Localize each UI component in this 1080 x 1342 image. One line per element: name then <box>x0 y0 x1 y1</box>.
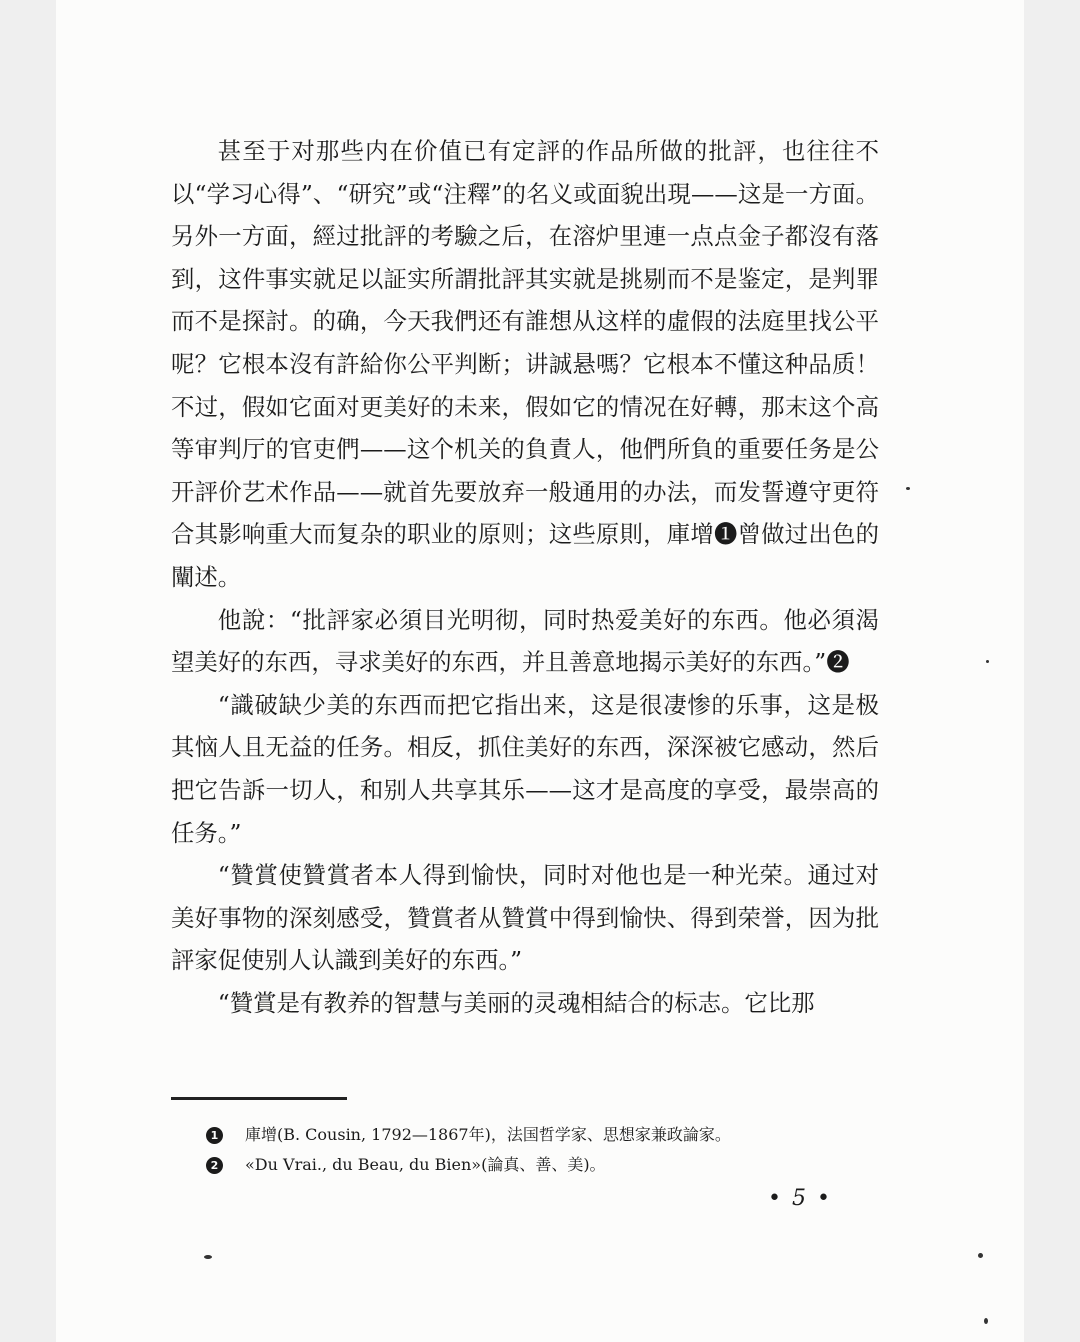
scan-speck <box>204 1255 212 1259</box>
footnote-text: 庫增(B. Cousin, 1792—1867年)，法国哲学家、思想家兼政論家。 <box>245 1125 731 1144</box>
footnote-2 <box>206 1150 886 1180</box>
scan-speck <box>906 487 910 490</box>
paragraph: “識破缺少美的东西而把它指出来，这是很凄惨的乐事，这是极其恼人且无益的任务。相反，抓住美好的东西，深深被它感动，然后把它告訴一切人，和别人共享其乐——这才是高度的享受，最崇高的任务。” <box>171 690 879 847</box>
paragraph: “贊賞是有教养的智慧与美丽的灵魂相結合的标志。它比那 <box>217 988 815 1017</box>
scan-speck <box>986 660 989 663</box>
scan-speck <box>978 1253 983 1258</box>
paragraph: 甚至于对那些内在价值已有定評的作品所做的批評，也往往不以“学习心得”、“研究”或“注釋”的名义或面貌出現——这是一方面。另外一方面，經过批評的考驗之后，在溶炉里連一点点金子都沒有落到，这件事实就足以証实所謂批評其实就是挑剔而不是鉴定，是判罪而不是探討。的确，今天我們还有誰想从这样的虛假的法庭里找公平呢？它根本沒有許給你公平判断；讲誠悬嗎？它根本不懂这种品质！不过，假如它面对更美好的未来，假如它的情况在好轉，那末这个高等审判厅的官吏們——这个机关的負責人，他們所負的重要任务是公开評价艺术作品——就首先要放弃一般通用的办法，而发誓遵守更符合其影响重大而复杂的职业的原则；这些原則，庫增❶曾做过出色的闡述。 <box>171 137 879 591</box>
paragraph: 他說：“批評家必須目光明彻，同时热爱美好的东西。他必須渴望美好的东西，寻求美好的东西，并且善意地揭示美好的东西。”❷ <box>171 605 879 677</box>
paragraph: “贊賞使贊賞者本人得到愉快，同时对他也是一种光荣。通过对美好事物的深刻感受，贊賞者从贊賞中得到愉快、得到荣誉，因为批評家促使别人认識到美好的东西。” <box>171 861 879 975</box>
scan-speck <box>984 1318 988 1324</box>
footnote-divider <box>171 1097 347 1100</box>
footnote-1 <box>206 1120 886 1150</box>
page-number: • 5 • <box>768 1186 832 1211</box>
book-page <box>56 0 1024 1342</box>
body-text <box>171 130 879 1024</box>
footnote-marker: 1 <box>206 1127 223 1144</box>
footnote-marker: 2 <box>206 1157 223 1174</box>
footnote-text: «Du Vrai., du Beau, du Bien»(論真、善、美)。 <box>245 1155 606 1174</box>
footnotes <box>206 1120 886 1180</box>
